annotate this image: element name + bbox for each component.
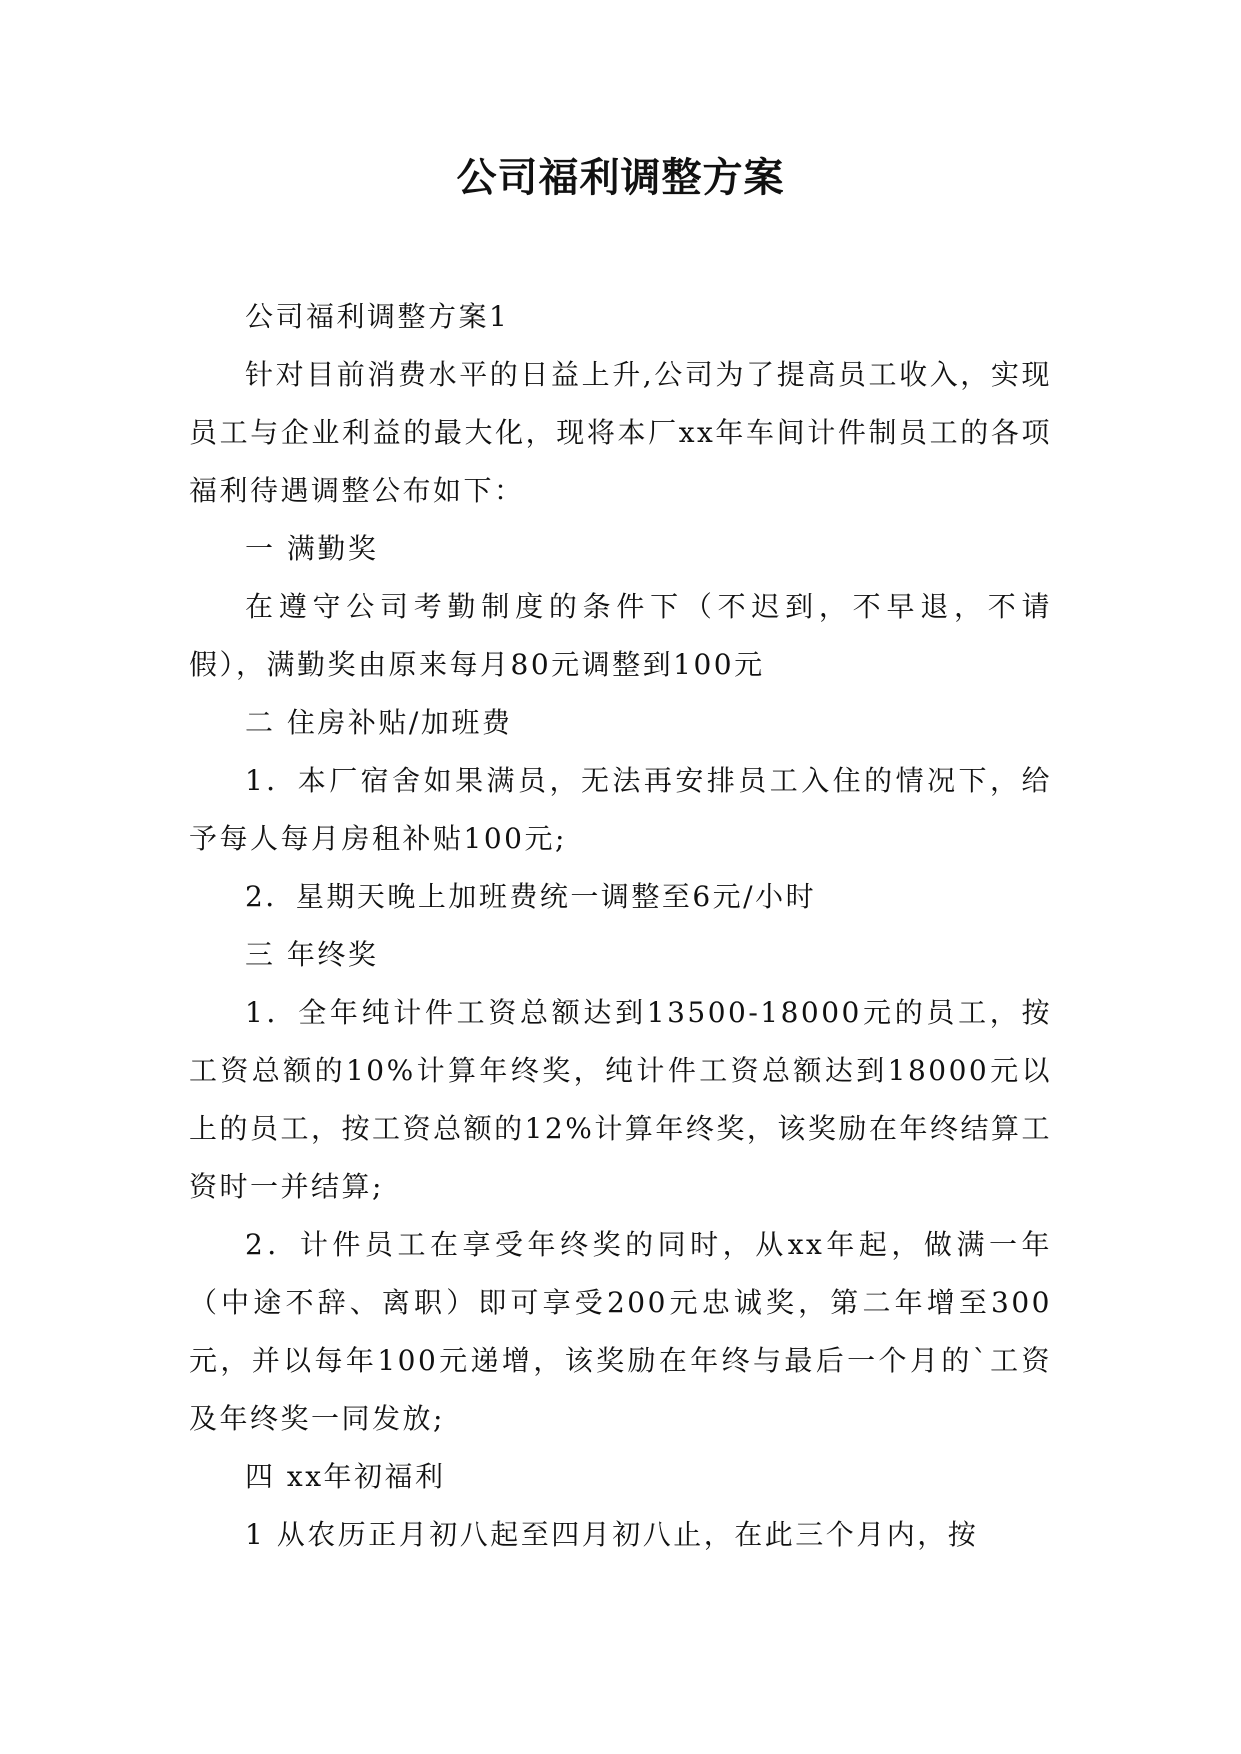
paragraph-new-year-benefits-1: 1 从农历正月初八起至四月初八止，在此三个月内，按 [245,1518,979,1551]
paragraph-housing-subsidy: 1．本厂宿舍如果满员，无法再安排员工入住的情况下，给予每人每月房租补贴100元; [189,764,1052,855]
paragraph-heading-plan-1: 公司福利调整方案1 [245,300,510,333]
paragraph-year-end-bonus-1: 1．全年纯计件工资总额达到13500-18000元的员工，按工资总额的10%计算年终奖，纯计件工资总额达到18000元以上的员工，按工资总额的12%计算年终奖，该奖励在年终结算工资时一并结算; [189,996,1052,1203]
section-heading-housing-overtime: 二 住房补贴/加班费 [245,706,513,739]
document-title: 公司福利调整方案 [456,155,785,201]
section-heading-new-year-benefits: 四 xx年初福利 [245,1460,446,1493]
section-heading-year-end-bonus: 三 年终奖 [245,938,379,971]
paragraph-overtime-pay: 2．星期天晚上加班费统一调整至6元/小时 [245,880,817,913]
document-body [189,288,1052,1564]
paragraph-year-end-bonus-2: 2．计件员工在享受年终奖的同时，从xx年起，做满一年（中途不辞、离职）即可享受200元忠诚奖，第二年增至300元，并以每年100元递增，该奖励在年终与最后一个月的`工资及年终奖一同发放; [189,1228,1052,1435]
paragraph-intro: 针对目前消费水平的日益上升,公司为了提高员工收入，实现员工与企业利益的最大化，现将本厂xx年车间计件制员工的各项福利待遇调整公布如下： [189,358,1052,507]
paragraph-attendance-bonus: 在遵守公司考勤制度的条件下（不迟到，不早退，不请假），满勤奖由原来每月80元调整到100元 [189,590,1052,681]
section-heading-attendance-bonus: 一 满勤奖 [245,532,379,565]
